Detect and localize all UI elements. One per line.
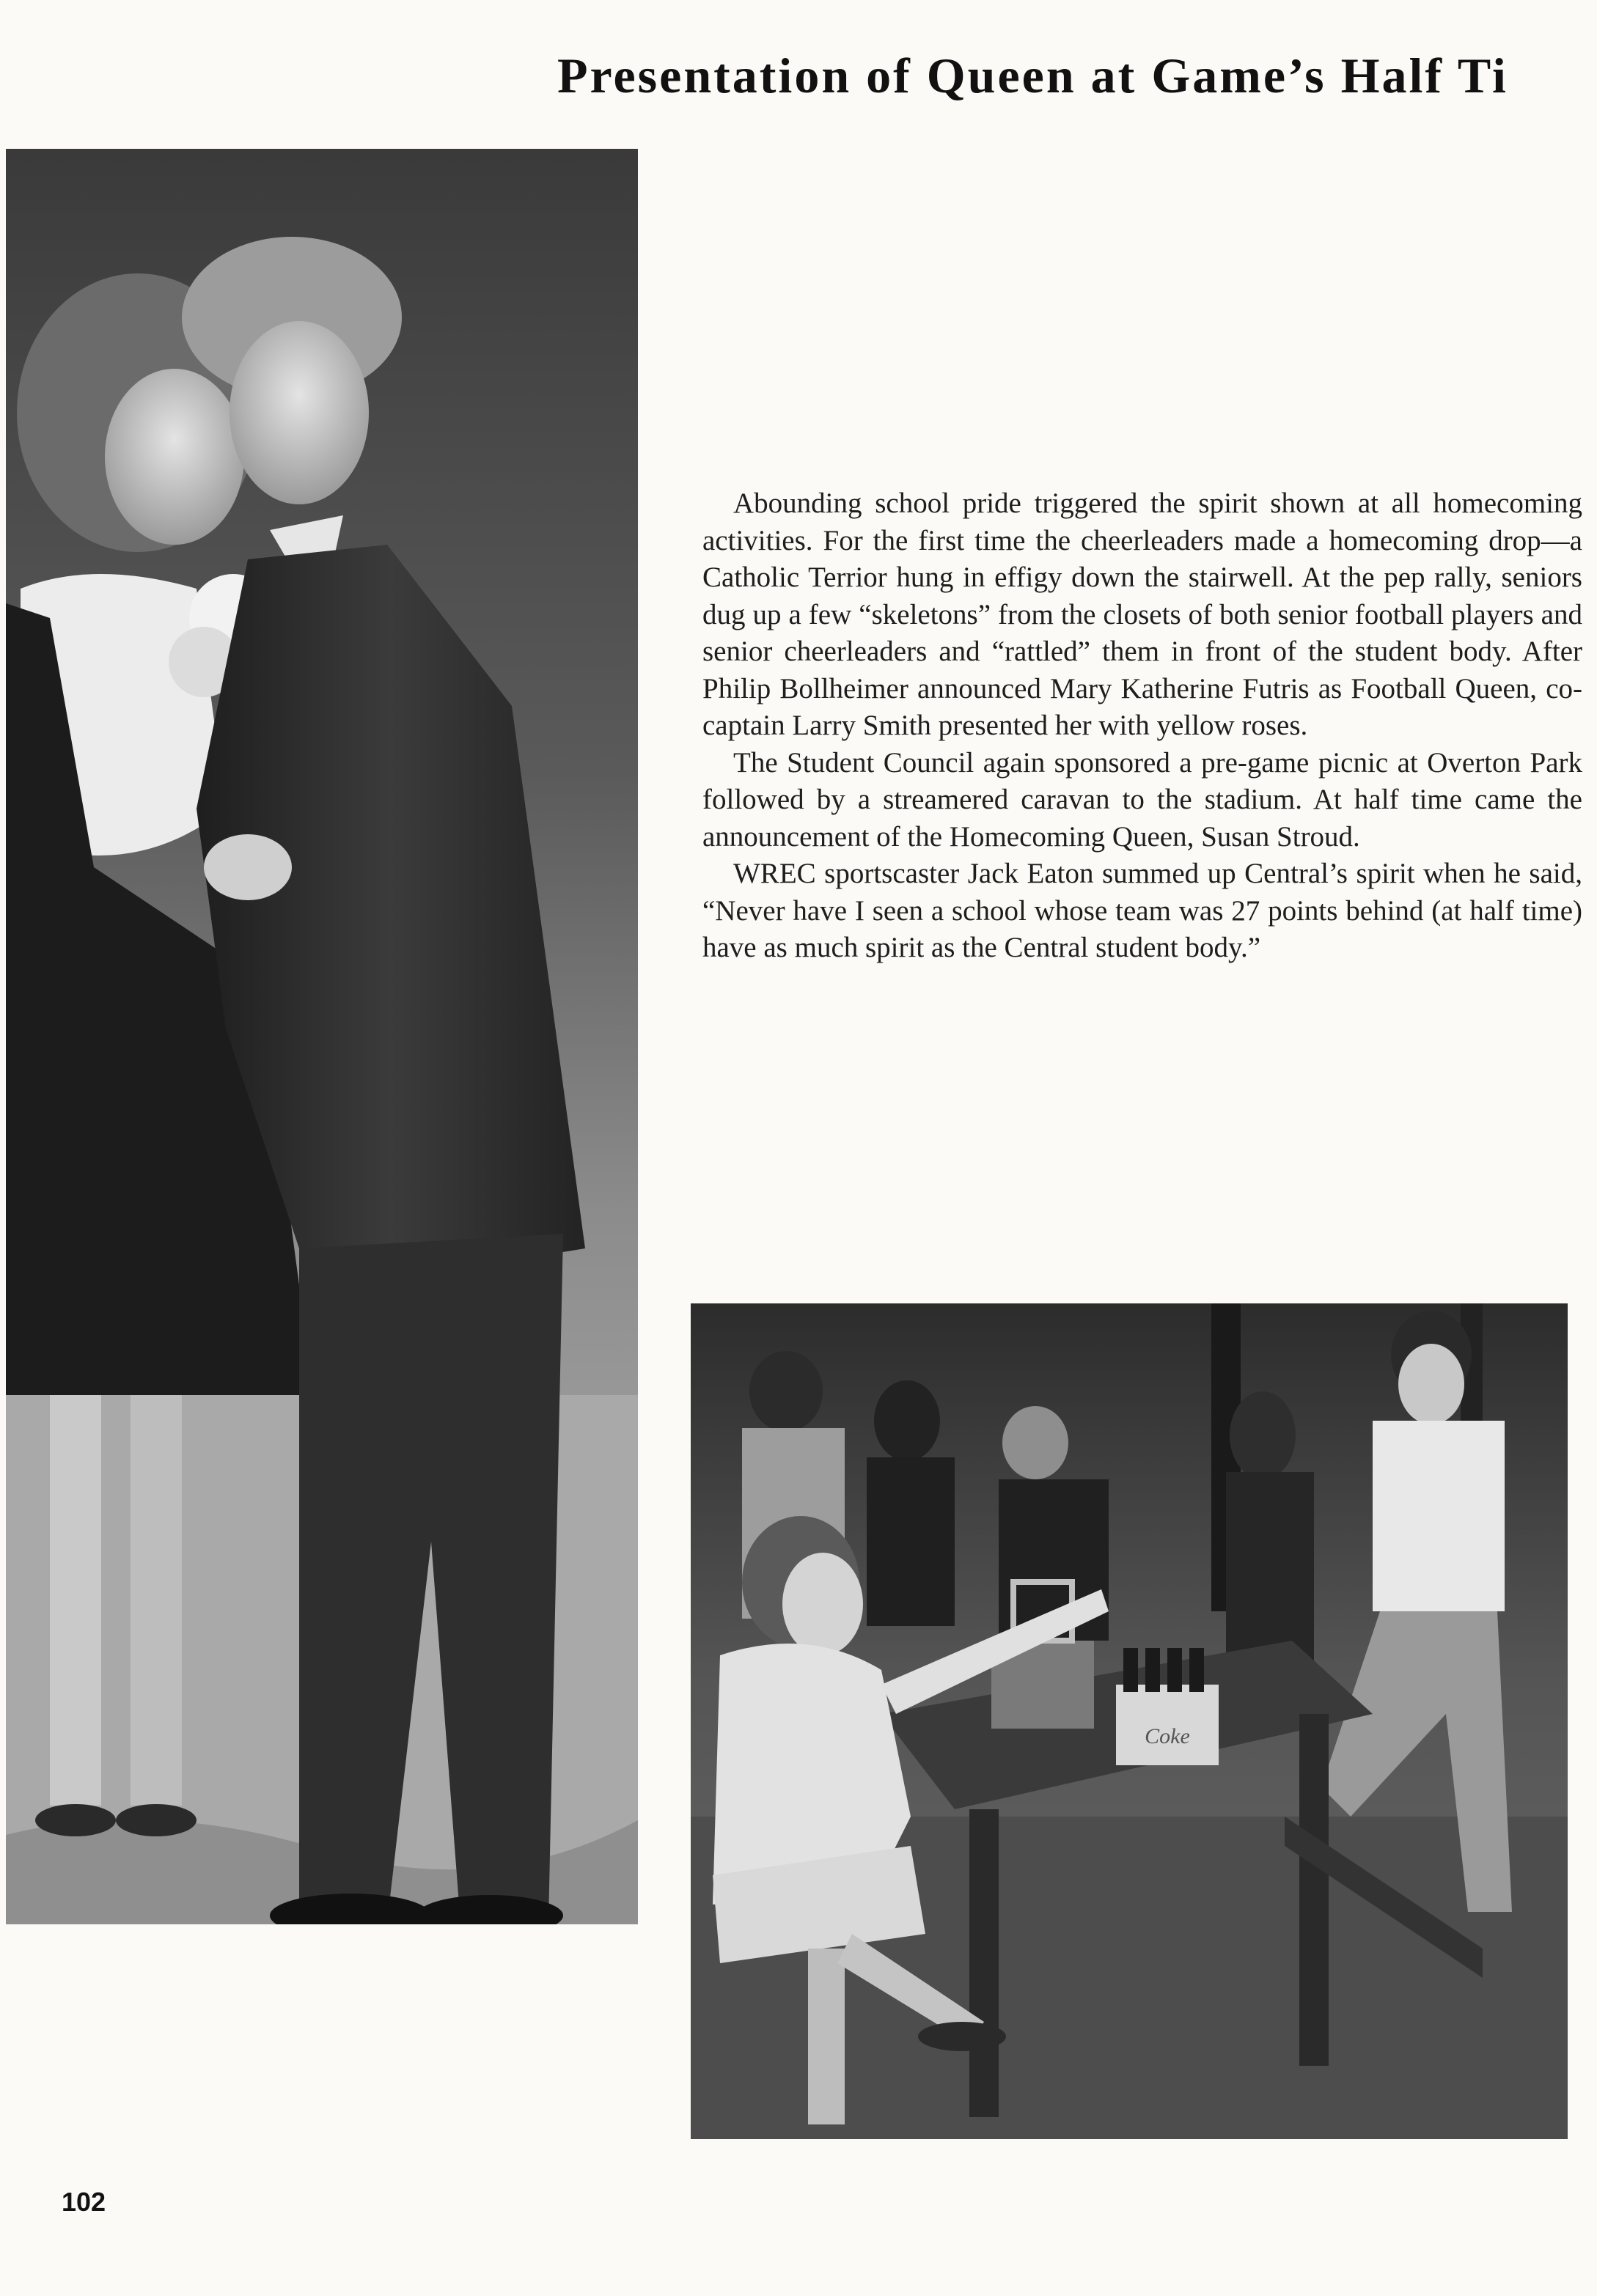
page-headline: Presentation of Queen at Game’s Half Ti bbox=[557, 48, 1508, 103]
picnic-photo-image bbox=[691, 1303, 1568, 2139]
article-paragraph: WREC sportscaster Jack Eaton summed up Central’s spirit when he said, “Never have I seen a school whose team was 27 points behind (at half time) have as much spirit as the Central student body.” bbox=[702, 858, 1582, 963]
coke-carton-label: Coke bbox=[1145, 1724, 1190, 1748]
picnic-photo bbox=[691, 1303, 1568, 2139]
queen-photo-image bbox=[6, 149, 638, 1924]
article-paragraph: The Student Council again sponsored a pre-game picnic at Overton Park followed by a streamered caravan to the stadium. At half time came the announcement of the Homecoming Queen, Susan Stroud. bbox=[702, 746, 1582, 853]
page-number: 102 bbox=[62, 2187, 106, 2217]
article-body bbox=[702, 485, 1582, 967]
article-paragraph: Abounding school pride triggered the spirit shown at all homecoming activities. For the first time the cheerleaders made a homecoming drop—a Catholic Terrior hung in effigy down the stairwell. At the pep rally, seniors dug up a few “skeletons” from the closets of both senior football players and senior cheerleaders and “rattled” them in front of the student body. After Philip Bollheimer announced Mary Katherine Futris as Football Queen, co-captain Larry Smith presented her with yellow roses. bbox=[702, 487, 1582, 741]
queen-photo bbox=[6, 149, 638, 1924]
